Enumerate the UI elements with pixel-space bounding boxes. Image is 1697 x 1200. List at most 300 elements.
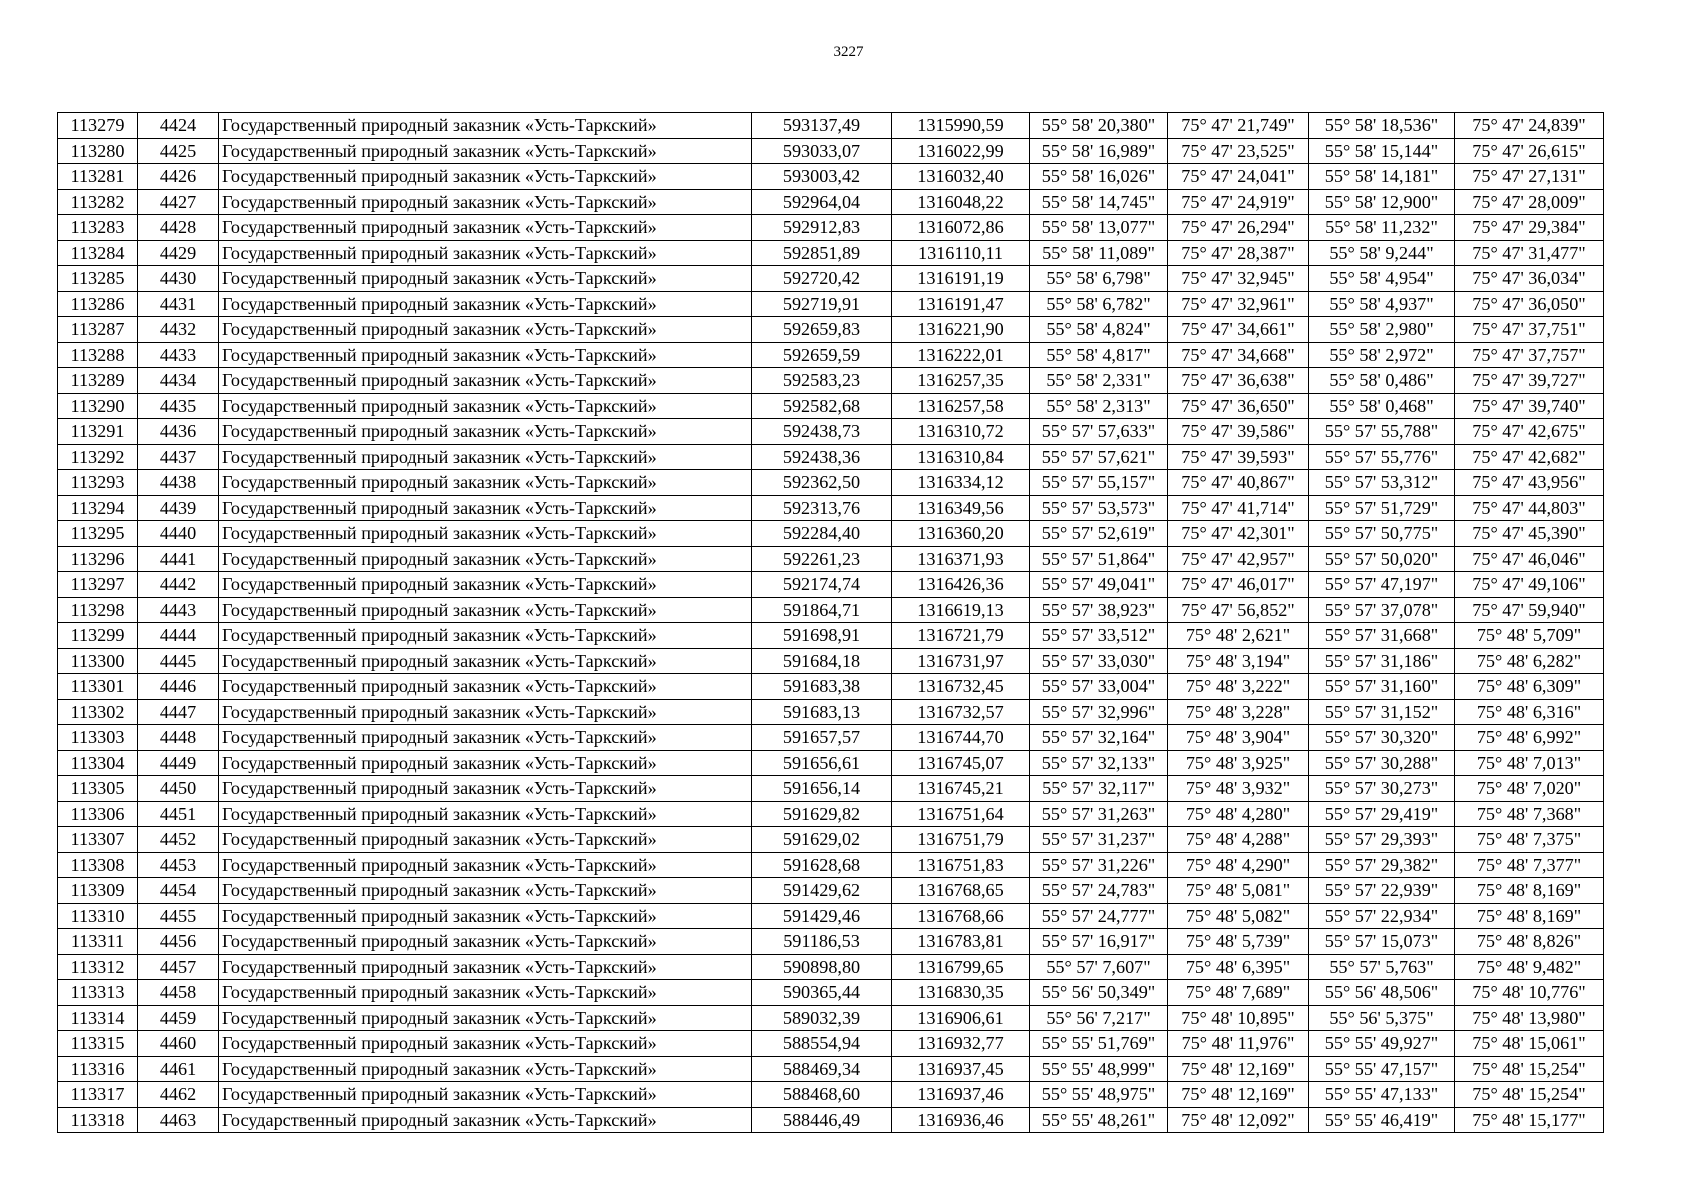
latitude-2-cell: 55° 57' 31,668" [1309,623,1455,649]
longitude-1-cell: 75° 47' 28,387" [1168,240,1309,266]
latitude-1-cell: 55° 58' 20,380" [1030,113,1168,139]
x-coordinate-cell: 592964,04 [752,189,892,215]
table-row [58,623,1604,649]
row-id-cell: 113280 [58,138,138,164]
x-coordinate-cell: 591628,68 [752,852,892,878]
x-coordinate-cell: 592284,40 [752,521,892,547]
longitude-2-cell: 75° 48' 7,013" [1455,750,1604,776]
longitude-2-cell: 75° 47' 36,050" [1455,291,1604,317]
longitude-2-cell: 75° 48' 8,169" [1455,878,1604,904]
territory-name-cell: Государственный природный заказник «Усть-Таркский» [219,954,752,980]
point-number-cell: 4427 [138,189,219,215]
row-id-cell: 113309 [58,878,138,904]
y-coordinate-cell: 1316032,40 [892,164,1030,190]
territory-name-cell: Государственный природный заказник «Усть-Таркский» [219,878,752,904]
longitude-1-cell: 75° 47' 42,301" [1168,521,1309,547]
x-coordinate-cell: 592582,68 [752,393,892,419]
row-id-cell: 113315 [58,1031,138,1057]
longitude-2-cell: 75° 47' 36,034" [1455,266,1604,292]
y-coordinate-cell: 1316221,90 [892,317,1030,343]
x-coordinate-cell: 592438,73 [752,419,892,445]
latitude-2-cell: 55° 57' 55,776" [1309,444,1455,470]
latitude-1-cell: 55° 57' 38,923" [1030,597,1168,623]
longitude-1-cell: 75° 48' 3,194" [1168,648,1309,674]
x-coordinate-cell: 592174,74 [752,572,892,598]
x-coordinate-cell: 590365,44 [752,980,892,1006]
latitude-2-cell: 55° 57' 29,419" [1309,801,1455,827]
longitude-2-cell: 75° 47' 31,477" [1455,240,1604,266]
latitude-1-cell: 55° 57' 55,157" [1030,470,1168,496]
row-id-cell: 113316 [58,1056,138,1082]
point-number-cell: 4453 [138,852,219,878]
latitude-1-cell: 55° 57' 31,237" [1030,827,1168,853]
longitude-1-cell: 75° 48' 2,621" [1168,623,1309,649]
longitude-1-cell: 75° 47' 42,957" [1168,546,1309,572]
point-number-cell: 4459 [138,1005,219,1031]
table-row [58,1107,1604,1133]
longitude-2-cell: 75° 47' 49,106" [1455,572,1604,598]
point-number-cell: 4457 [138,954,219,980]
latitude-2-cell: 55° 57' 30,320" [1309,725,1455,751]
y-coordinate-cell: 1316257,58 [892,393,1030,419]
row-id-cell: 113312 [58,954,138,980]
latitude-2-cell: 55° 57' 30,273" [1309,776,1455,802]
latitude-2-cell: 55° 57' 47,197" [1309,572,1455,598]
y-coordinate-cell: 1316222,01 [892,342,1030,368]
longitude-1-cell: 75° 47' 39,593" [1168,444,1309,470]
x-coordinate-cell: 591429,62 [752,878,892,904]
table-row [58,521,1604,547]
point-number-cell: 4447 [138,699,219,725]
territory-name-cell: Государственный природный заказник «Усть-Таркский» [219,1082,752,1108]
latitude-2-cell: 55° 57' 50,775" [1309,521,1455,547]
territory-name-cell: Государственный природный заказник «Усть-Таркский» [219,1005,752,1031]
row-id-cell: 113301 [58,674,138,700]
longitude-1-cell: 75° 47' 23,525" [1168,138,1309,164]
latitude-1-cell: 55° 57' 49,041" [1030,572,1168,598]
table-row [58,597,1604,623]
table-row [58,954,1604,980]
territory-name-cell: Государственный природный заказник «Усть-Таркский» [219,266,752,292]
longitude-1-cell: 75° 48' 3,222" [1168,674,1309,700]
latitude-2-cell: 55° 57' 31,160" [1309,674,1455,700]
x-coordinate-cell: 589032,39 [752,1005,892,1031]
longitude-2-cell: 75° 47' 59,940" [1455,597,1604,623]
point-number-cell: 4445 [138,648,219,674]
row-id-cell: 113304 [58,750,138,776]
table-row [58,419,1604,445]
x-coordinate-cell: 591656,61 [752,750,892,776]
point-number-cell: 4426 [138,164,219,190]
latitude-1-cell: 55° 57' 32,133" [1030,750,1168,776]
x-coordinate-cell: 592583,23 [752,368,892,394]
table-row [58,648,1604,674]
latitude-2-cell: 55° 58' 0,468" [1309,393,1455,419]
y-coordinate-cell: 1315990,59 [892,113,1030,139]
x-coordinate-cell: 592659,59 [752,342,892,368]
longitude-2-cell: 75° 48' 15,177" [1455,1107,1604,1133]
point-number-cell: 4455 [138,903,219,929]
longitude-1-cell: 75° 47' 32,961" [1168,291,1309,317]
latitude-1-cell: 55° 57' 24,777" [1030,903,1168,929]
y-coordinate-cell: 1316751,64 [892,801,1030,827]
row-id-cell: 113284 [58,240,138,266]
row-id-cell: 113288 [58,342,138,368]
row-id-cell: 113286 [58,291,138,317]
row-id-cell: 113282 [58,189,138,215]
territory-name-cell: Государственный природный заказник «Усть-Таркский» [219,368,752,394]
latitude-1-cell: 55° 57' 16,917" [1030,929,1168,955]
point-number-cell: 4446 [138,674,219,700]
y-coordinate-cell: 1316783,81 [892,929,1030,955]
row-id-cell: 113295 [58,521,138,547]
point-number-cell: 4429 [138,240,219,266]
latitude-2-cell: 55° 57' 22,934" [1309,903,1455,929]
longitude-2-cell: 75° 48' 7,020" [1455,776,1604,802]
x-coordinate-cell: 591684,18 [752,648,892,674]
latitude-1-cell: 55° 57' 32,164" [1030,725,1168,751]
point-number-cell: 4456 [138,929,219,955]
longitude-1-cell: 75° 48' 4,280" [1168,801,1309,827]
longitude-1-cell: 75° 47' 24,919" [1168,189,1309,215]
y-coordinate-cell: 1316191,19 [892,266,1030,292]
latitude-1-cell: 55° 57' 24,783" [1030,878,1168,904]
table-row [58,138,1604,164]
territory-name-cell: Государственный природный заказник «Усть-Таркский» [219,597,752,623]
table-row [58,878,1604,904]
longitude-2-cell: 75° 48' 6,316" [1455,699,1604,725]
point-number-cell: 4435 [138,393,219,419]
latitude-1-cell: 55° 55' 48,999" [1030,1056,1168,1082]
latitude-1-cell: 55° 57' 31,263" [1030,801,1168,827]
longitude-1-cell: 75° 47' 34,661" [1168,317,1309,343]
y-coordinate-cell: 1316310,84 [892,444,1030,470]
row-id-cell: 113311 [58,929,138,955]
longitude-2-cell: 75° 48' 5,709" [1455,623,1604,649]
table-row [58,317,1604,343]
x-coordinate-cell: 591683,38 [752,674,892,700]
longitude-1-cell: 75° 47' 32,945" [1168,266,1309,292]
row-id-cell: 113299 [58,623,138,649]
longitude-2-cell: 75° 47' 28,009" [1455,189,1604,215]
longitude-1-cell: 75° 48' 12,169" [1168,1056,1309,1082]
territory-name-cell: Государственный природный заказник «Усть-Таркский» [219,113,752,139]
table-row [58,495,1604,521]
longitude-2-cell: 75° 47' 26,615" [1455,138,1604,164]
table-row [58,929,1604,955]
longitude-2-cell: 75° 48' 6,992" [1455,725,1604,751]
point-number-cell: 4454 [138,878,219,904]
table-row [58,674,1604,700]
x-coordinate-cell: 592719,91 [752,291,892,317]
x-coordinate-cell: 592362,50 [752,470,892,496]
row-id-cell: 113305 [58,776,138,802]
y-coordinate-cell: 1316022,99 [892,138,1030,164]
table-row [58,342,1604,368]
y-coordinate-cell: 1316426,36 [892,572,1030,598]
table-row [58,852,1604,878]
longitude-1-cell: 75° 48' 12,169" [1168,1082,1309,1108]
x-coordinate-cell: 591657,57 [752,725,892,751]
y-coordinate-cell: 1316830,35 [892,980,1030,1006]
longitude-1-cell: 75° 47' 36,650" [1168,393,1309,419]
x-coordinate-cell: 588554,94 [752,1031,892,1057]
longitude-2-cell: 75° 48' 15,254" [1455,1056,1604,1082]
longitude-1-cell: 75° 48' 3,904" [1168,725,1309,751]
latitude-2-cell: 55° 57' 31,152" [1309,699,1455,725]
y-coordinate-cell: 1316937,46 [892,1082,1030,1108]
territory-name-cell: Государственный природный заказник «Усть-Таркский» [219,444,752,470]
x-coordinate-cell: 592659,83 [752,317,892,343]
row-id-cell: 113285 [58,266,138,292]
latitude-1-cell: 55° 57' 32,117" [1030,776,1168,802]
longitude-1-cell: 75° 47' 36,638" [1168,368,1309,394]
latitude-1-cell: 55° 57' 53,573" [1030,495,1168,521]
latitude-2-cell: 55° 57' 5,763" [1309,954,1455,980]
territory-name-cell: Государственный природный заказник «Усть-Таркский» [219,240,752,266]
longitude-1-cell: 75° 47' 39,586" [1168,419,1309,445]
territory-name-cell: Государственный природный заказник «Усть-Таркский» [219,980,752,1006]
territory-name-cell: Государственный природный заказник «Усть-Таркский» [219,725,752,751]
row-id-cell: 113292 [58,444,138,470]
latitude-2-cell: 55° 58' 12,900" [1309,189,1455,215]
y-coordinate-cell: 1316257,35 [892,368,1030,394]
latitude-2-cell: 55° 58' 4,937" [1309,291,1455,317]
x-coordinate-cell: 592261,23 [752,546,892,572]
territory-name-cell: Государственный природный заказник «Усть-Таркский» [219,1031,752,1057]
table-row [58,113,1604,139]
longitude-1-cell: 75° 48' 3,925" [1168,750,1309,776]
latitude-1-cell: 55° 56' 7,217" [1030,1005,1168,1031]
table-row [58,750,1604,776]
table-row [58,572,1604,598]
latitude-1-cell: 55° 57' 31,226" [1030,852,1168,878]
longitude-1-cell: 75° 48' 4,290" [1168,852,1309,878]
latitude-1-cell: 55° 57' 51,864" [1030,546,1168,572]
row-id-cell: 113296 [58,546,138,572]
territory-name-cell: Государственный природный заказник «Усть-Таркский» [219,1107,752,1133]
territory-name-cell: Государственный природный заказник «Усть-Таркский» [219,903,752,929]
table-row [58,266,1604,292]
table-row [58,189,1604,215]
point-number-cell: 4442 [138,572,219,598]
y-coordinate-cell: 1316906,61 [892,1005,1030,1031]
latitude-1-cell: 55° 57' 32,996" [1030,699,1168,725]
y-coordinate-cell: 1316732,57 [892,699,1030,725]
x-coordinate-cell: 588469,34 [752,1056,892,1082]
territory-name-cell: Государственный природный заказник «Усть-Таркский» [219,215,752,241]
table-row [58,1005,1604,1031]
table-row [58,980,1604,1006]
x-coordinate-cell: 593033,07 [752,138,892,164]
longitude-2-cell: 75° 48' 8,169" [1455,903,1604,929]
row-id-cell: 113307 [58,827,138,853]
row-id-cell: 113300 [58,648,138,674]
longitude-2-cell: 75° 47' 46,046" [1455,546,1604,572]
latitude-2-cell: 55° 55' 49,927" [1309,1031,1455,1057]
table-row [58,444,1604,470]
longitude-2-cell: 75° 47' 45,390" [1455,521,1604,547]
latitude-1-cell: 55° 57' 33,004" [1030,674,1168,700]
point-number-cell: 4433 [138,342,219,368]
point-number-cell: 4458 [138,980,219,1006]
territory-name-cell: Государственный природный заказник «Усть-Таркский» [219,393,752,419]
latitude-1-cell: 55° 58' 16,026" [1030,164,1168,190]
latitude-1-cell: 55° 57' 7,607" [1030,954,1168,980]
row-id-cell: 113294 [58,495,138,521]
point-number-cell: 4440 [138,521,219,547]
territory-name-cell: Государственный природный заказник «Усть-Таркский» [219,929,752,955]
point-number-cell: 4450 [138,776,219,802]
territory-name-cell: Государственный природный заказник «Усть-Таркский» [219,521,752,547]
x-coordinate-cell: 592313,76 [752,495,892,521]
latitude-2-cell: 55° 57' 51,729" [1309,495,1455,521]
x-coordinate-cell: 591629,82 [752,801,892,827]
row-id-cell: 113293 [58,470,138,496]
coordinates-table [57,112,1604,1133]
latitude-1-cell: 55° 57' 52,619" [1030,521,1168,547]
latitude-1-cell: 55° 58' 4,817" [1030,342,1168,368]
latitude-1-cell: 55° 58' 4,824" [1030,317,1168,343]
y-coordinate-cell: 1316768,66 [892,903,1030,929]
latitude-1-cell: 55° 58' 6,782" [1030,291,1168,317]
point-number-cell: 4431 [138,291,219,317]
latitude-2-cell: 55° 57' 50,020" [1309,546,1455,572]
latitude-2-cell: 55° 57' 22,939" [1309,878,1455,904]
row-id-cell: 113317 [58,1082,138,1108]
point-number-cell: 4441 [138,546,219,572]
territory-name-cell: Государственный природный заказник «Усть-Таркский» [219,138,752,164]
y-coordinate-cell: 1316110,11 [892,240,1030,266]
longitude-1-cell: 75° 47' 41,714" [1168,495,1309,521]
row-id-cell: 113297 [58,572,138,598]
y-coordinate-cell: 1316360,20 [892,521,1030,547]
table-row [58,699,1604,725]
latitude-2-cell: 55° 58' 0,486" [1309,368,1455,394]
latitude-2-cell: 55° 57' 29,382" [1309,852,1455,878]
table-body [58,113,1604,1133]
row-id-cell: 113287 [58,317,138,343]
row-id-cell: 113303 [58,725,138,751]
x-coordinate-cell: 592912,83 [752,215,892,241]
y-coordinate-cell: 1316732,45 [892,674,1030,700]
y-coordinate-cell: 1316721,79 [892,623,1030,649]
point-number-cell: 4438 [138,470,219,496]
point-number-cell: 4428 [138,215,219,241]
longitude-2-cell: 75° 48' 7,375" [1455,827,1604,853]
latitude-2-cell: 55° 58' 4,954" [1309,266,1455,292]
point-number-cell: 4452 [138,827,219,853]
latitude-1-cell: 55° 57' 57,633" [1030,419,1168,445]
latitude-2-cell: 55° 58' 18,536" [1309,113,1455,139]
latitude-2-cell: 55° 57' 30,288" [1309,750,1455,776]
y-coordinate-cell: 1316751,83 [892,852,1030,878]
x-coordinate-cell: 591698,91 [752,623,892,649]
territory-name-cell: Государственный природный заказник «Усть-Таркский» [219,419,752,445]
territory-name-cell: Государственный природный заказник «Усть-Таркский» [219,699,752,725]
territory-name-cell: Государственный природный заказник «Усть-Таркский» [219,495,752,521]
territory-name-cell: Государственный природный заказник «Усть-Таркский» [219,801,752,827]
row-id-cell: 113291 [58,419,138,445]
latitude-1-cell: 55° 55' 48,975" [1030,1082,1168,1108]
x-coordinate-cell: 591186,53 [752,929,892,955]
territory-name-cell: Государственный природный заказник «Усть-Таркский» [219,827,752,853]
territory-name-cell: Государственный природный заказник «Усть-Таркский» [219,572,752,598]
point-number-cell: 4434 [138,368,219,394]
longitude-2-cell: 75° 47' 39,727" [1455,368,1604,394]
row-id-cell: 113306 [58,801,138,827]
row-id-cell: 113298 [58,597,138,623]
longitude-1-cell: 75° 48' 3,932" [1168,776,1309,802]
longitude-2-cell: 75° 47' 27,131" [1455,164,1604,190]
x-coordinate-cell: 592851,89 [752,240,892,266]
y-coordinate-cell: 1316745,21 [892,776,1030,802]
longitude-1-cell: 75° 48' 3,228" [1168,699,1309,725]
latitude-2-cell: 55° 57' 37,078" [1309,597,1455,623]
latitude-2-cell: 55° 57' 53,312" [1309,470,1455,496]
x-coordinate-cell: 593003,42 [752,164,892,190]
point-number-cell: 4436 [138,419,219,445]
latitude-2-cell: 55° 58' 14,181" [1309,164,1455,190]
table-row [58,546,1604,572]
latitude-2-cell: 55° 57' 31,186" [1309,648,1455,674]
y-coordinate-cell: 1316768,65 [892,878,1030,904]
territory-name-cell: Государственный природный заказник «Усть-Таркский» [219,546,752,572]
x-coordinate-cell: 593137,49 [752,113,892,139]
point-number-cell: 4430 [138,266,219,292]
x-coordinate-cell: 591656,14 [752,776,892,802]
y-coordinate-cell: 1316619,13 [892,597,1030,623]
longitude-1-cell: 75° 47' 34,668" [1168,342,1309,368]
longitude-1-cell: 75° 47' 24,041" [1168,164,1309,190]
latitude-1-cell: 55° 57' 33,030" [1030,648,1168,674]
longitude-2-cell: 75° 48' 8,826" [1455,929,1604,955]
latitude-2-cell: 55° 58' 15,144" [1309,138,1455,164]
latitude-1-cell: 55° 58' 16,989" [1030,138,1168,164]
x-coordinate-cell: 588446,49 [752,1107,892,1133]
longitude-2-cell: 75° 47' 24,839" [1455,113,1604,139]
table-row [58,393,1604,419]
latitude-1-cell: 55° 57' 57,621" [1030,444,1168,470]
territory-name-cell: Государственный природный заказник «Усть-Таркский» [219,342,752,368]
territory-name-cell: Государственный природный заказник «Усть-Таркский» [219,470,752,496]
territory-name-cell: Государственный природный заказник «Усть-Таркский» [219,776,752,802]
territory-name-cell: Государственный природный заказник «Усть-Таркский» [219,317,752,343]
x-coordinate-cell: 591864,71 [752,597,892,623]
longitude-2-cell: 75° 47' 44,803" [1455,495,1604,521]
y-coordinate-cell: 1316936,46 [892,1107,1030,1133]
longitude-1-cell: 75° 47' 26,294" [1168,215,1309,241]
longitude-1-cell: 75° 47' 40,867" [1168,470,1309,496]
longitude-1-cell: 75° 48' 11,976" [1168,1031,1309,1057]
longitude-2-cell: 75° 48' 9,482" [1455,954,1604,980]
x-coordinate-cell: 591429,46 [752,903,892,929]
table-row [58,1031,1604,1057]
latitude-1-cell: 55° 58' 14,745" [1030,189,1168,215]
longitude-1-cell: 75° 48' 5,082" [1168,903,1309,929]
y-coordinate-cell: 1316932,77 [892,1031,1030,1057]
latitude-2-cell: 55° 57' 29,393" [1309,827,1455,853]
x-coordinate-cell: 592438,36 [752,444,892,470]
latitude-2-cell: 55° 58' 9,244" [1309,240,1455,266]
longitude-1-cell: 75° 48' 6,395" [1168,954,1309,980]
row-id-cell: 113314 [58,1005,138,1031]
y-coordinate-cell: 1316334,12 [892,470,1030,496]
longitude-2-cell: 75° 47' 42,675" [1455,419,1604,445]
point-number-cell: 4437 [138,444,219,470]
longitude-2-cell: 75° 48' 6,309" [1455,674,1604,700]
latitude-1-cell: 55° 58' 11,089" [1030,240,1168,266]
